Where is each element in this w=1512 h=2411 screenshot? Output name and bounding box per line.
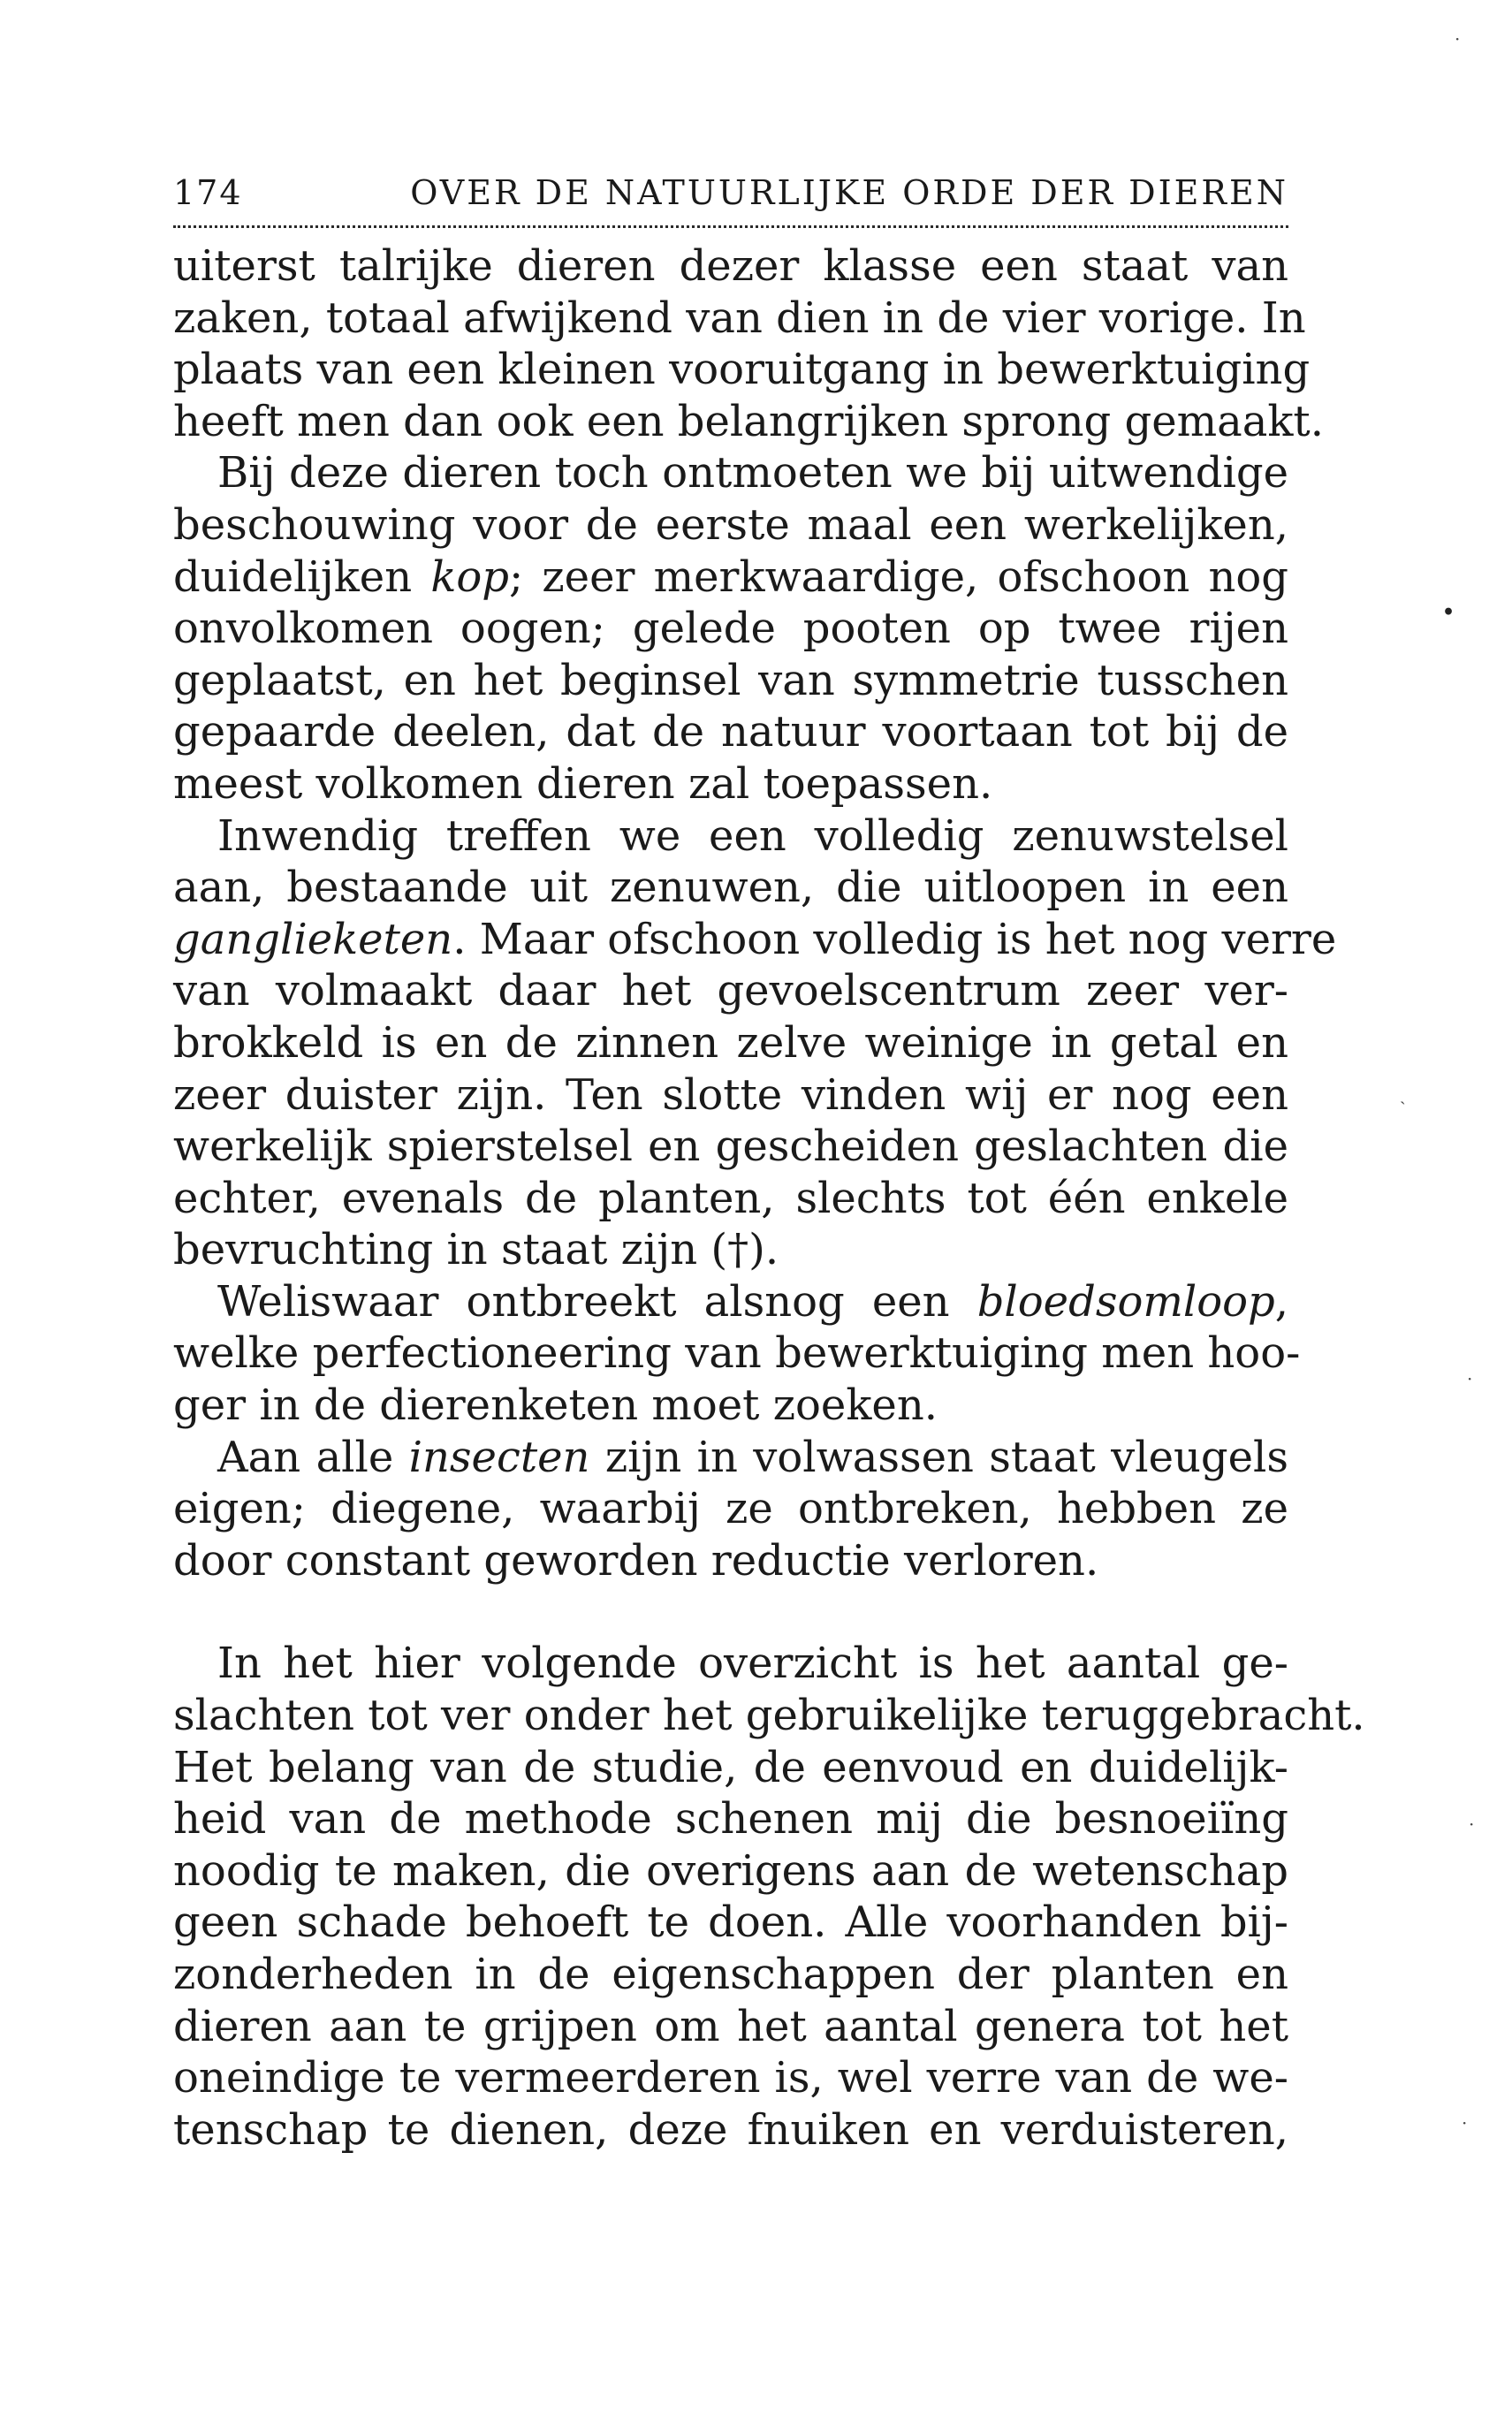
text-line: ger in de dierenketen moet zoeken. bbox=[173, 1380, 938, 1431]
text-line: welke perfectioneering van bewerktuiging men hoo- bbox=[173, 1328, 1301, 1379]
text-line: geen schade behoeft te doen. Alle voorhanden bij- bbox=[173, 1898, 1288, 1948]
text-line: aan, bestaande uit zenuwen, die uitloopen in een bbox=[173, 863, 1288, 913]
paragraph-gap bbox=[173, 1586, 1288, 1638]
running-title: OVER DE NATUURLIJKE ORDE DER DIEREN bbox=[410, 173, 1288, 212]
text-line: brokkeld is en de zinnen zelve weinige in getal en bbox=[173, 1017, 1288, 1068]
text-line: meest volkomen dieren zal toepassen. bbox=[173, 758, 993, 809]
scan-speck: · bbox=[1455, 28, 1461, 49]
header-divider bbox=[173, 225, 1288, 228]
scan-speck: ˎ bbox=[1400, 1084, 1406, 1105]
text-line: heeft men dan ook een belangrijken sprong gemaakt. bbox=[173, 396, 1324, 446]
text-line: werkelijk spierstelsel en gescheiden geslachten die bbox=[173, 1122, 1288, 1172]
text-line: Inwendig treffen we een volledig zenuwstelsel bbox=[217, 810, 1288, 861]
body-text bbox=[173, 240, 1365, 2156]
text-line: dieren aan te grijpen om het aantal genera tot het bbox=[173, 2001, 1288, 2051]
text-line: oneindige te vermeerderen is, wel verre van de we- bbox=[173, 2053, 1288, 2103]
scan-speck: · bbox=[1469, 1814, 1475, 1835]
text-line: heid van de methode schenen mij die besnoeiïng bbox=[173, 1794, 1288, 1844]
text-line: noodig te maken, die overigens aan de wetenschap bbox=[173, 1845, 1288, 1896]
text-line: uiterst talrijke dieren dezer klasse een staat van bbox=[173, 241, 1288, 291]
text-line: echter, evenals de planten, slechts tot één enkele bbox=[173, 1173, 1288, 1223]
text-line: door constant geworden reductie verloren. bbox=[173, 1535, 1099, 1586]
text-line: geplaatst, en het beginsel van symmetrie tusschen bbox=[173, 655, 1288, 705]
text-line: Het belang van de studie, de eenvoud en duidelijk- bbox=[173, 1742, 1288, 1792]
running-head bbox=[173, 173, 1288, 221]
text-line: Weliswaar ontbreekt alsnog een bloedsomloop, bbox=[217, 1276, 1288, 1327]
text-line: zeer duister zijn. Ten slotte vinden wij er nog een bbox=[173, 1069, 1288, 1120]
text-line: van volmaakt daar het gevoelscentrum zeer ver- bbox=[173, 966, 1288, 1016]
text-line: duidelijken kop; zeer merkwaardige, ofschoon nog bbox=[173, 551, 1289, 602]
scan-speck: · bbox=[1467, 1368, 1473, 1389]
text-line: zonderheden in de eigenschappen der planten en bbox=[173, 1950, 1288, 1999]
page-number: 174 bbox=[173, 173, 243, 212]
text-line: Bij deze dieren toch ontmoeten we bij uitwendige bbox=[217, 448, 1288, 498]
text-line: slachten tot ver onder het gebruikelijke teruggebracht. bbox=[173, 1691, 1365, 1741]
scan-speck: · bbox=[1462, 2112, 1468, 2133]
text-line: beschouwing voor de eerste maal een werkelijken, bbox=[173, 499, 1288, 550]
text-line: Aan alle insecten zijn in volwassen staat vleugels bbox=[217, 1432, 1288, 1482]
text-line: plaats van een kleinen vooruitgang in bewerktuiging bbox=[173, 345, 1311, 395]
text-line: zaken, totaal afwijkend van dien in de vier vorige. In bbox=[173, 293, 1306, 343]
text-line: bevruchting in staat zijn (†). bbox=[173, 1225, 779, 1275]
text-line: In het hier volgende overzicht is het aantal ge- bbox=[217, 1639, 1288, 1689]
text-line: onvolkomen oogen; gelede pooten op twee rijen bbox=[173, 604, 1288, 654]
text-line: gepaarde deelen, dat de natuur voortaan tot bij de bbox=[173, 707, 1288, 757]
text-line: tenschap te dienen, deze fnuiken en verduisteren, bbox=[173, 2104, 1288, 2155]
scan-blot: • bbox=[1442, 601, 1455, 624]
text-line: eigen; diegene, waarbij ze ontbreken, hebben ze bbox=[173, 1484, 1288, 1534]
text-line: ganglieketen. Maar ofschoon volledig is het nog verre bbox=[173, 914, 1337, 964]
